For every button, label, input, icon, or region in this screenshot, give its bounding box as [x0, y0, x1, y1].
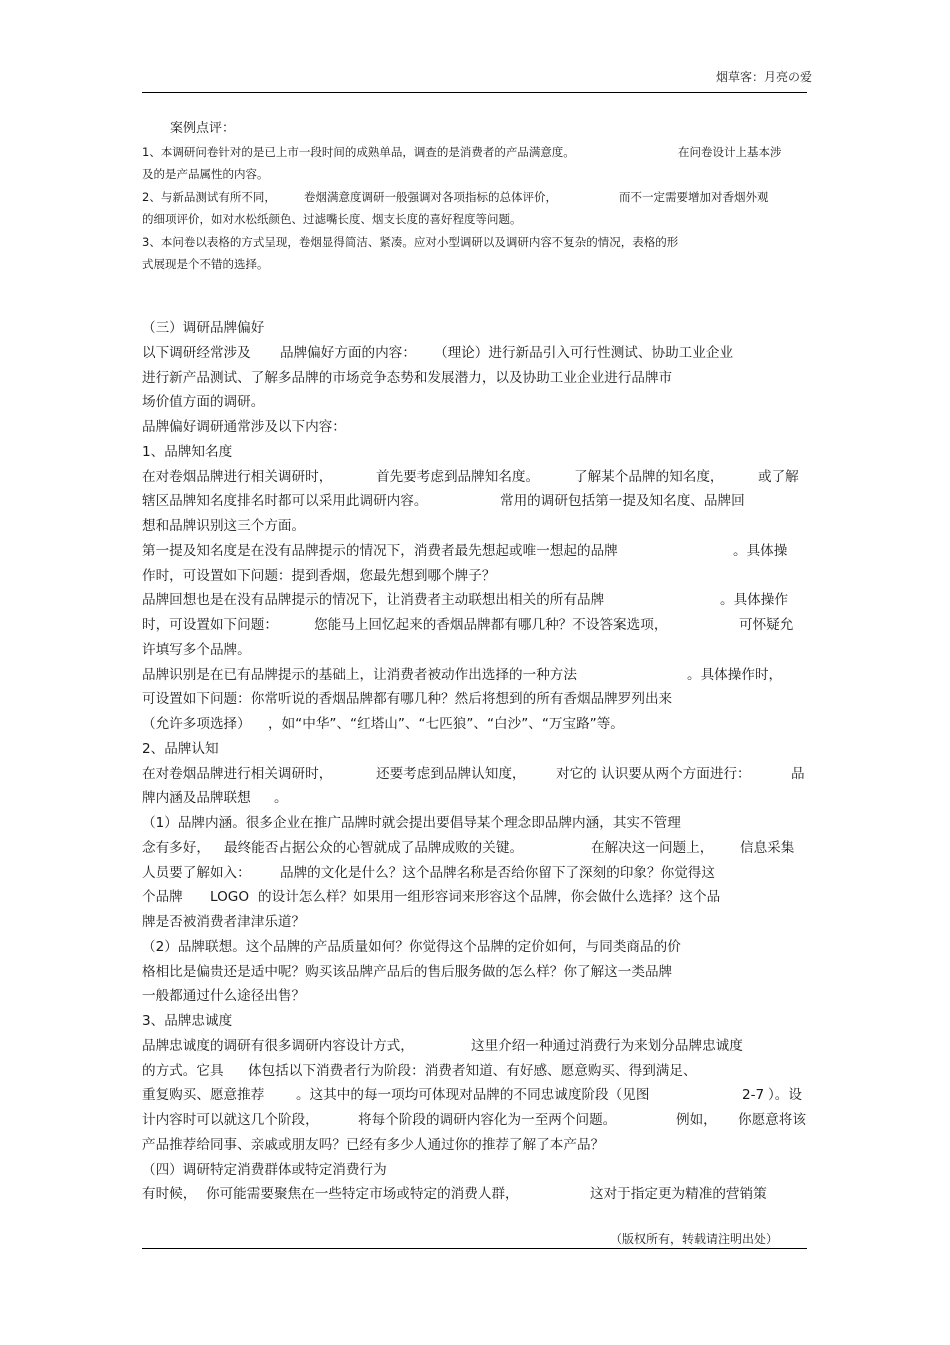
- text-segment: 重复购买、愿意推荐: [142, 1087, 265, 1104]
- subheading: 1、品牌知名度: [142, 443, 233, 460]
- review-line: 及的是产品属性的内容。: [142, 167, 269, 181]
- text-segment: 可怀疑允: [739, 617, 794, 633]
- text-segment: 品牌的文化是什么？这个品牌名称是否给你留下了深刻的印象？你觉得这: [280, 864, 715, 881]
- text-segment: 在对卷烟品牌进行相关调研时，: [142, 468, 333, 485]
- text-segment: 你可能需要聚焦在一些特定市场或特定的消费人群，: [206, 1186, 519, 1203]
- text-segment: 。: [274, 790, 288, 807]
- text-segment: 在问卷设计上基本涉: [678, 144, 782, 159]
- text-segment: 这里介绍一种通过消费行为来划分品牌忠诚度: [471, 1037, 743, 1054]
- text-segment: （允许多项选择）: [142, 716, 251, 732]
- body-line: [142, 836, 807, 861]
- body-line: [142, 465, 807, 490]
- body-line: [142, 539, 807, 564]
- review-line: [142, 186, 807, 209]
- subheading: 3、品牌忠诚度: [142, 1013, 233, 1029]
- text-segment: 品牌忠诚度的调研有很多调研内容设计方式，: [142, 1037, 414, 1054]
- text-segment: （理论）进行新品引入可行性测试、协助工业企业: [434, 344, 734, 361]
- text-segment: 辖区品牌知名度排名时都可以采用此调研内容。: [142, 493, 428, 510]
- body-line: [142, 613, 807, 638]
- body-line: 产品推荐给同事、亲戚或朋友吗？已经有多少人通过你的推荐了解了本产品？: [142, 1136, 605, 1153]
- body-line: 许填写多个品牌。: [142, 641, 251, 658]
- text-segment: 。具体操作: [720, 592, 788, 609]
- text-segment: 在对卷烟品牌进行相关调研时，: [142, 765, 333, 782]
- body-line: 场价值方面的调研。: [142, 394, 265, 411]
- text-segment: 还要考虑到品牌认知度，: [376, 765, 526, 782]
- body-line: [142, 861, 807, 886]
- body-line: 想和品牌识别这三个方面。: [142, 518, 306, 534]
- body-line: [142, 588, 807, 613]
- body-line: 品牌偏好调研通常涉及以下内容：: [142, 419, 346, 435]
- text-segment: 2、与新品测试有所不同，: [142, 189, 276, 204]
- text-segment: 在解决这一问题上，: [591, 839, 714, 856]
- body-line: [142, 712, 807, 737]
- header-rule: [142, 92, 807, 93]
- text-segment: 1、本调研问卷针对的是已上市一段时间的成熟单品，调查的是消费者的产品满意度。: [142, 144, 575, 159]
- text-segment: 的方式。它具: [142, 1062, 224, 1079]
- text-segment: 而不一定需要增加对香烟外观: [619, 189, 769, 204]
- review-line: 3、本问卷以表格的方式呈现，卷烟显得简洁、紧凑。应对小型调研以及调研内容不复杂的情况，表格的形: [142, 234, 679, 249]
- text-segment: 你愿意将该: [738, 1112, 806, 1128]
- text-segment: 了解某个品牌的知名度，: [574, 468, 724, 485]
- body-line: [142, 1059, 807, 1084]
- review-line: 的细项评价，如对水松纸颜色、过滤嘴长度、烟支长度的喜好程度等问题。: [142, 212, 522, 226]
- text-segment: 。这其中的每一项均可体现对品牌的不同忠诚度阶段（见图: [296, 1087, 650, 1104]
- text-segment: 常用的调研包括第一提及知名度、品牌回: [500, 493, 745, 510]
- text-segment: 念有多好，: [142, 839, 210, 856]
- body-line: （1）品牌内涵。很多企业在推广品牌时就会提出要倡导某个理念即品牌内涵，其实不管理: [142, 815, 681, 831]
- case-review: [142, 118, 807, 276]
- text-segment: 品牌偏好方面的内容：: [280, 344, 416, 361]
- text-segment: 信息采集: [740, 839, 795, 856]
- body-line: [142, 1182, 807, 1207]
- text-segment: 个品牌: [142, 889, 183, 906]
- text-segment: 对它的 认识要从两个方面进行：: [556, 765, 751, 782]
- text-segment: 有时候，: [142, 1186, 197, 1203]
- text-segment: 品牌回想也是在没有品牌提示的情况下，让消费者主动联想出相关的所有品牌: [142, 592, 605, 609]
- body-line: [142, 885, 807, 910]
- body-line: [142, 341, 807, 366]
- text-segment: ）。设: [768, 1087, 802, 1104]
- text-segment: 人员要了解如入：: [142, 864, 251, 881]
- review-line: [142, 141, 807, 164]
- page-header: 烟草客：月亮の爱: [715, 70, 812, 84]
- body-text: [142, 316, 807, 1207]
- body-line: [142, 489, 807, 514]
- subheading: 2、品牌认知: [142, 740, 219, 757]
- text-segment: 牌内涵及品牌联想: [142, 790, 251, 807]
- body-line: 格相比是偏贵还是适中呢？购买该品牌产品后的售后服务做的怎么样？你了解这一类品牌: [142, 963, 673, 980]
- text-segment: 例如，: [676, 1112, 717, 1128]
- text-segment: 卷烟满意度调研一般强调对各项指标的总体评价，: [304, 189, 557, 204]
- body-line: [142, 1083, 807, 1108]
- text-segment: LOGO: [210, 889, 250, 906]
- footer-rule: [142, 1248, 807, 1249]
- text-segment: 品牌识别是在已有品牌提示的基础上，让消费者被动作出选择的一种方法: [142, 666, 577, 683]
- section-heading: （三）调研品牌偏好: [142, 320, 265, 336]
- text-segment: 计内容时可以就这几个阶段，: [142, 1112, 319, 1128]
- body-line: （2）品牌联想。这个品牌的产品质量如何？你觉得这个品牌的定价如何，与同类商品的价: [142, 938, 681, 955]
- body-line: 可设置如下问题：你常听说的香烟品牌都有哪几种？然后将想到的所有香烟品牌罗列出来: [142, 691, 673, 708]
- text-segment: 的设计怎么样？如果用一组形容词来形容这个品牌，你会做什么选择？这个品: [258, 889, 721, 906]
- text-segment: 这对于指定更为精准的营销策: [590, 1186, 767, 1203]
- text-segment: 。具体操作时，: [687, 666, 783, 683]
- body-line: [142, 1034, 807, 1059]
- section-heading: （四）调研特定消费群体或特定消费行为: [142, 1161, 387, 1178]
- body-line: [142, 786, 807, 811]
- text-segment: 或了解: [758, 468, 799, 485]
- body-line: [142, 663, 807, 688]
- review-title: 案例点评：: [170, 121, 236, 136]
- text-segment: 以下调研经常涉及: [142, 344, 251, 361]
- text-segment: 2-7: [742, 1087, 765, 1104]
- body-line: 作时，可设置如下问题：提到香烟，您最先想到哪个牌子？: [142, 567, 496, 584]
- body-line: 牌是否被消费者津津乐道？: [142, 914, 306, 930]
- text-segment: 将每个阶段的调研内容化为一至两个问题。: [358, 1112, 617, 1128]
- text-segment: ，如“中华”、“红塔山”、“七匹狼”、“白沙”、“万宝路”等。: [268, 716, 624, 732]
- body-line: 一般都通过什么途径出售？: [142, 988, 306, 1005]
- review-line: 式展现是个不错的选择。: [142, 257, 269, 271]
- page-footer: （版权所有，转载请注明出处）: [609, 1232, 778, 1246]
- text-segment: 首先要考虑到品牌知名度。: [376, 468, 540, 485]
- text-segment: 品: [791, 765, 805, 782]
- body-line: [142, 762, 807, 787]
- text-segment: 。具体操: [733, 542, 788, 559]
- text-segment: 您能马上回忆起来的香烟品牌都有哪几种？不设答案选项，: [314, 617, 668, 633]
- body-line: 进行新产品测试、了解多品牌的市场竞争态势和发展潜力，以及协助工业企业进行品牌市: [142, 369, 673, 386]
- text-segment: 第一提及知名度是在没有品牌提示的情况下，消费者最先想起或唯一想起的品牌: [142, 542, 618, 559]
- text-segment: 时，可设置如下问题：: [142, 617, 278, 633]
- text-segment: 最终能否占据公众的心智就成了品牌成败的关键。: [224, 839, 524, 856]
- body-line: [142, 1108, 807, 1133]
- text-segment: 体包括以下消费者行为阶段：消费者知道、有好感、愿意购买、得到满足、: [248, 1062, 697, 1079]
